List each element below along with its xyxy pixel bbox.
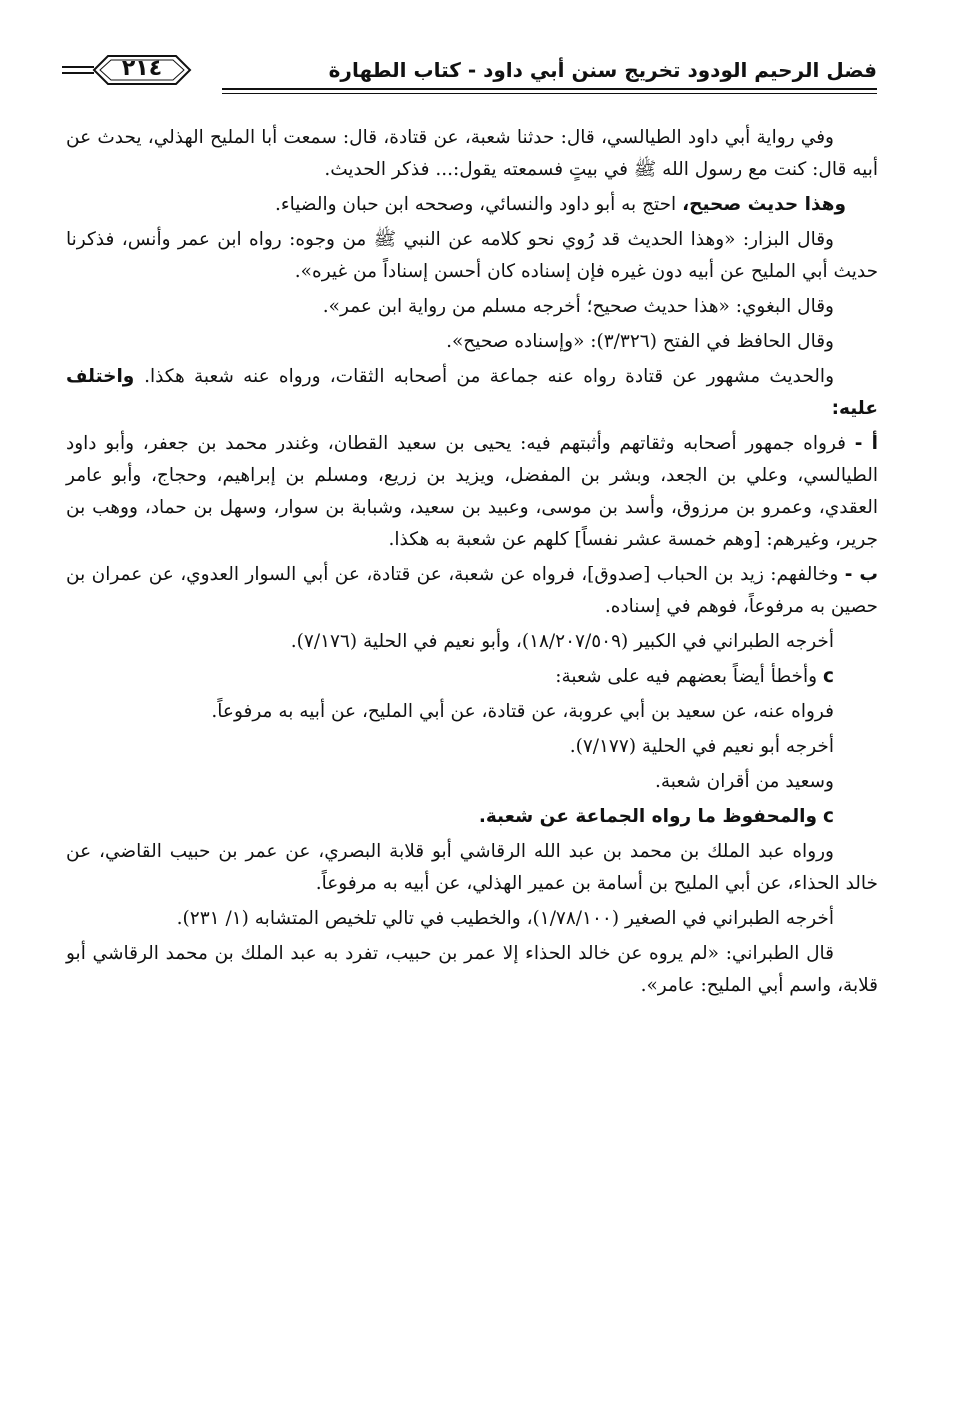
paragraph-text: وأخطأ أيضاً بعضهم فيه على شعبة: xyxy=(555,666,818,687)
paragraph xyxy=(66,559,878,623)
main-text xyxy=(66,122,878,1005)
paragraph xyxy=(66,361,878,425)
paragraph: ورواه عبد الملك بن محمد بن عبد الله الرقاشي أبو قلابة البصري، عن عمر بن حبيب القاضي، عن خالد الحذاء، عن أبي المليح بن أسامة بن عمير الهذلي، عن أبيه به مرفوعاً. xyxy=(66,841,878,894)
header-rule xyxy=(222,88,877,90)
paragraph xyxy=(66,661,878,693)
page-number-text: ٢١٤ xyxy=(121,56,163,81)
item-label: أ - xyxy=(854,433,878,454)
page-header xyxy=(62,38,877,98)
paragraph: أخرجه أبو نعيم في الحلية (٧/١٧٧). xyxy=(569,736,834,757)
bullet-icon: c xyxy=(823,806,834,827)
paragraph xyxy=(66,428,878,556)
item-label: ب - xyxy=(844,564,878,585)
running-title: فضل الرحيم الودود تخريج سنن أبي داود - كتاب الطهارة xyxy=(328,58,877,82)
bold-phrase: والمحفوظ ما رواه الجماعة عن شعبة. xyxy=(478,806,818,827)
paragraph-text: والحديث مشهور عن قتادة رواه عنه جماعة من أصحابه الثقات، ورواه عنه شعبة هكذا. xyxy=(144,366,834,387)
paragraph xyxy=(66,189,878,221)
paragraph xyxy=(66,801,878,833)
paragraph: وقال الحافظ في الفتح (٣/٣٢٦): «وإسناده صحيح». xyxy=(446,331,834,352)
page-number-frame xyxy=(62,50,222,90)
paragraph: وقال البغوي: «هذا حديث صحيح؛ أخرجه مسلم من رواية ابن عمر». xyxy=(322,296,834,317)
bullet-icon: c xyxy=(823,666,834,687)
paragraph: أخرجه الطبراني في الكبير (١٨/٢٠٧/٥٠٩)، وأبو نعيم في الحلية (٧/١٧٦). xyxy=(290,631,834,652)
paragraph: أخرجه الطبراني في الصغير (١/٧٨/١٠٠)، والخطيب في تالي تلخيص المتشابه (١/ ٢٣١). xyxy=(176,908,834,929)
paragraph-text: وخالفهم: زيد بن الحباب [صدوق]، فرواه عن شعبة، عن قتادة، عن أبي السوار العدوي، عن عمران بن حصين به مرفوعاً، فوهم في إسناده. xyxy=(66,564,878,617)
paragraph: فرواه عنه، عن سعيد بن أبي عروبة، عن قتادة، عن أبي المليح، عن أبيه به مرفوعاً. xyxy=(211,701,834,722)
bold-phrase: وهذا حديث صحيح، xyxy=(682,194,846,215)
bold-phrase: واختلف عليه: xyxy=(66,366,878,419)
header-rule-thin xyxy=(222,93,877,94)
paragraph-text: احتج به أبو داود والنسائي، وصححه ابن حبان والضياء. xyxy=(275,194,683,215)
paragraph: قال الطبراني: «لم يروه عن خالد الحذاء إلا عمر بن حبيب، تفرد به عبد الملك بن محمد الرقاشي أبو قلابة، واسم أبي المليح: عامر». xyxy=(66,943,878,996)
paragraph: وسعيد من أقران شعبة. xyxy=(654,771,834,792)
paragraph: وقال البزار: «وهذا الحديث قد رُوي نحو كلامه عن النبي ﷺ من وجوه: رواه ابن عمر وأنس، فذكرنا حديث أبي المليح عن أبيه دون غيره فإن إسناده كان أحسن إسناداً من غيره». xyxy=(66,229,878,282)
paragraph-text: فرواه جمهور أصحابه وثقاتهم وأثبتهم فيه: يحيى بن سعيد القطان، وغندر محمد بن جعفر، وأبو داود الطيالسي، وعلي بن الجعد، وبشر بن المفضل، ويزيد بن زريع، ومسلم بن إبراهيم، وحجاج، وأبو عامر العقدي، وعمرو بن مرزوق، وأسد بن موسى، وعبيد بن سعيد، وشبابة بن سوار، وسهل بن حماد، ووهب بن جرير، وغيرهم: [وهم خمسة عشر نفساً] كلهم عن شعبة به هكذا. xyxy=(66,433,878,550)
paragraph: وفي رواية أبي داود الطيالسي، قال: حدثنا شعبة، عن قتادة، قال: سمعت أبا المليح الهذلي، يحدث عن أبيه قال: كنت مع رسول الله ﷺ في بيتٍ فسمعته يقول:... فذكر الحديث. xyxy=(66,127,878,180)
